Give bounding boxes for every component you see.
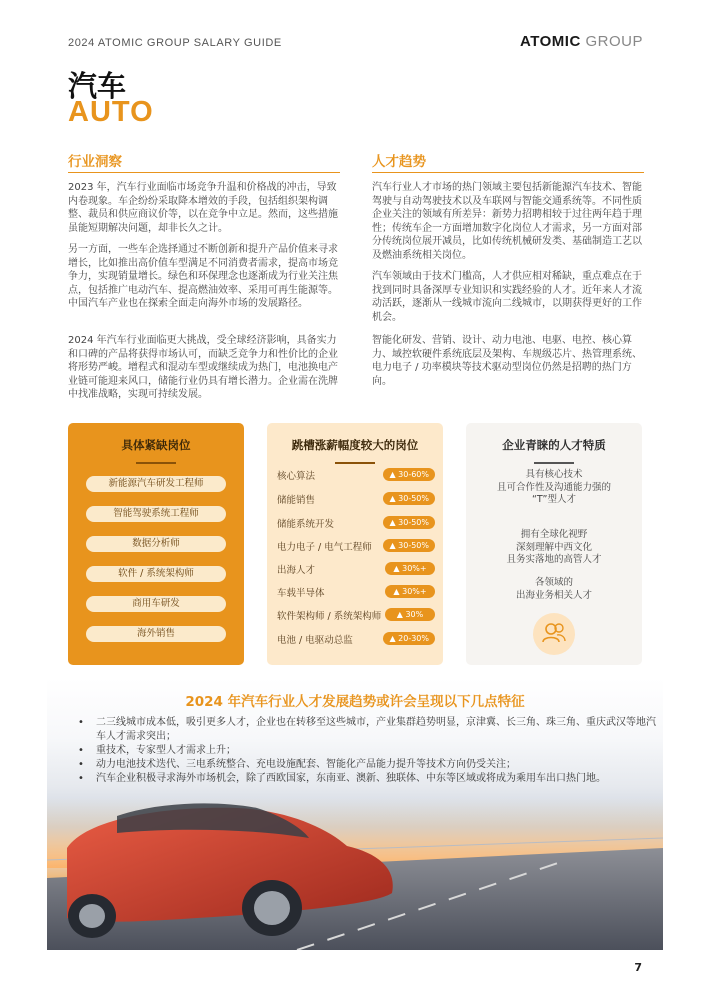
trend-bullet	[74, 772, 664, 786]
insight-paragraph-1: 2023 年，汽车行业面临市场竞争升温和价格战的冲击，导致内卷现象。车企纷纷采取降本增效的手段，包括组织架构调整、裁员和供应商议价等，以在竞争中立足。然而，这些措施虽能短期解决问题，却非长久之计。	[68, 182, 338, 234]
raise-card	[267, 423, 443, 665]
raise-badge: ▲ 30%	[385, 608, 435, 621]
raise-card-title: 跳槽涨薪幅度较大的岗位	[291, 438, 419, 452]
raise-badge: ▲ 30-50%	[383, 492, 435, 505]
trait-line: 出海业务相关人才	[515, 589, 592, 601]
trait-block	[466, 529, 642, 567]
insight-heading: 行业洞察	[68, 154, 122, 170]
insight-paragraph-2: 另一方面，一些车企选择通过不断创新和提升产品价值来寻求增长，比如推出高价值车型满足不同消费者需求，提高市场竞争力，实现销量增长。绿色和环保理念也逐渐成为行业关注焦点，包括推广电动汽车、提高燃油效率、采用可再生能源等。中国汽车产业也在探索全面走向海外市场的发展路径。	[68, 244, 338, 310]
raise-row-label: 电池 / 电驱动总监	[277, 635, 353, 646]
page-number: 7	[634, 961, 642, 974]
raise-card-divider	[335, 462, 375, 464]
trait-line: 且可合作性及沟通能力强的	[496, 481, 611, 493]
raise-row-label: 储能销售	[277, 495, 316, 506]
page-title-en: AUTO	[68, 96, 154, 128]
trait-block	[466, 577, 642, 602]
shortage-item: 数据分析师	[86, 536, 226, 552]
trends-paragraph-1: 汽车行业人才市场的热门领域主要包括新能源汽车技术、智能驾驶与自动驾驶技术以及车联网与智能交通系统等。不同性质企业关注的领域有所差异：新势力招聘相较于过往两年趋于理性；传统车企一方面增加数字化岗位人才需求，另一方面对部分传统岗位展开减员，比如传统机械研发类、基础制造工艺以及燃油系统相关岗位。	[372, 182, 642, 261]
trend-bullet-text: 动力电池技术迭代、三电系统整合、充电设施配套、智能化产品能力提升等技术方向仍受关注；	[96, 759, 516, 770]
people-icon	[533, 613, 575, 655]
shortage-card-divider	[136, 462, 176, 464]
trait-line: 深刻理解中西文化	[515, 541, 592, 553]
trait-line: 拥有全球化视野	[520, 529, 588, 540]
shortage-item: 海外销售	[86, 626, 226, 642]
trends-paragraph-2: 汽车领域由于技术门槛高，人才供应相对稀缺，重点难点在于找到同时具备深厚专业知识和实践经验的人才。近年来人才流动活跃，逐渐从一线城市流向二线城市，以期获得更好的工作机会。	[372, 271, 642, 323]
trend-bullet	[74, 758, 664, 772]
shortage-item: 智能驾驶系统工程师	[86, 506, 226, 522]
bullet-dot: •	[78, 745, 84, 756]
raise-badge: ▲ 20-30%	[383, 632, 435, 645]
trends-paragraph-3: 智能化研发、营销、设计、动力电池、电驱、电控、核心算力、域控软硬件系统底层及架构、车规级芯片、热管理系统、电力电子 / 功率模块等技术驱动型岗位仍然是招聘的热门方向。	[372, 335, 642, 387]
bullet-dot: •	[78, 759, 84, 770]
insight-divider	[68, 172, 340, 173]
traits-card	[466, 423, 642, 665]
shortage-item: 商用车研发	[86, 596, 226, 612]
shortage-card	[68, 423, 244, 665]
insight-paragraph-3: 2024 年汽车行业面临更大挑战，受全球经济影响，具备实力和口碑的产品将获得市场认可，而缺乏竞争力和性价比的企业将形势严峻。增程式和混动车型或继续成为热门，电池换电产业链可能迎来风口，储能行业仍具有增长潜力。企业需在洗牌中找准战略，实现可持续发展。	[68, 335, 338, 401]
shortage-item: 软件 / 系统架构师	[86, 566, 226, 582]
trait-block	[466, 469, 642, 507]
trend-bullet-text: 汽车企业积极寻求海外市场机会，除了西欧国家，东南亚、澳新、独联体、中东等区域或将成为乘用车出口热门地。	[96, 773, 606, 784]
raise-row-label: 核心算法	[277, 471, 316, 482]
raise-badge: ▲ 30-50%	[383, 539, 435, 552]
trait-line: 具有核心技术	[525, 469, 583, 480]
raise-badge: ▲ 30-50%	[383, 516, 435, 529]
logo-light: GROUP	[585, 33, 643, 50]
traits-card-divider	[534, 462, 574, 464]
bullet-dot: •	[78, 773, 84, 784]
raise-row-label: 软件架构师 / 系统架构师	[277, 611, 382, 622]
raise-badge: ▲ 30%+	[385, 562, 435, 575]
raise-badge: ▲ 30%+	[385, 585, 435, 598]
shortage-item: 新能源汽车研发工程师	[86, 476, 226, 492]
trend-bullet-list	[74, 716, 664, 786]
banner-title: 2024 年汽车行业人才发展趋势或许会呈现以下几点特征	[185, 694, 525, 710]
trait-line: “T”型人才	[532, 494, 576, 505]
raise-row-label: 电力电子 / 电气工程师	[277, 542, 372, 553]
traits-card-title: 企业青睐的人才特质	[502, 438, 606, 452]
trends-divider	[372, 172, 644, 173]
raise-row-label: 出海人才	[277, 565, 316, 576]
shortage-card-title: 具体紧缺岗位	[121, 438, 191, 452]
company-logo	[520, 33, 643, 50]
page-title-zh: 汽车	[68, 69, 127, 103]
trait-line: 各领域的	[534, 577, 573, 588]
trend-bullet-text: 二三线城市成本低，吸引更多人才，企业也在转移至这些城市，产业集群趋势明显，京津冀、长三角、珠三角、重庆武汉等地汽车人才需求突出；	[96, 717, 656, 742]
trend-bullet	[74, 716, 664, 744]
raise-row-label: 车载半导体	[277, 588, 325, 599]
raise-row-label: 储能系统开发	[277, 519, 335, 530]
raise-badge: ▲ 30-60%	[383, 468, 435, 481]
bullet-dot: •	[78, 717, 84, 728]
trend-bullet	[74, 744, 664, 758]
trait-line: 且务实落地的高管人才	[506, 554, 602, 565]
trends-heading: 人才趋势	[372, 154, 426, 170]
guide-title: 2024 ATOMIC GROUP SALARY GUIDE	[68, 37, 282, 49]
trend-bullet-text: 重技术，专家型人才需求上升；	[96, 745, 236, 756]
logo-bold: ATOMIC	[520, 33, 581, 50]
